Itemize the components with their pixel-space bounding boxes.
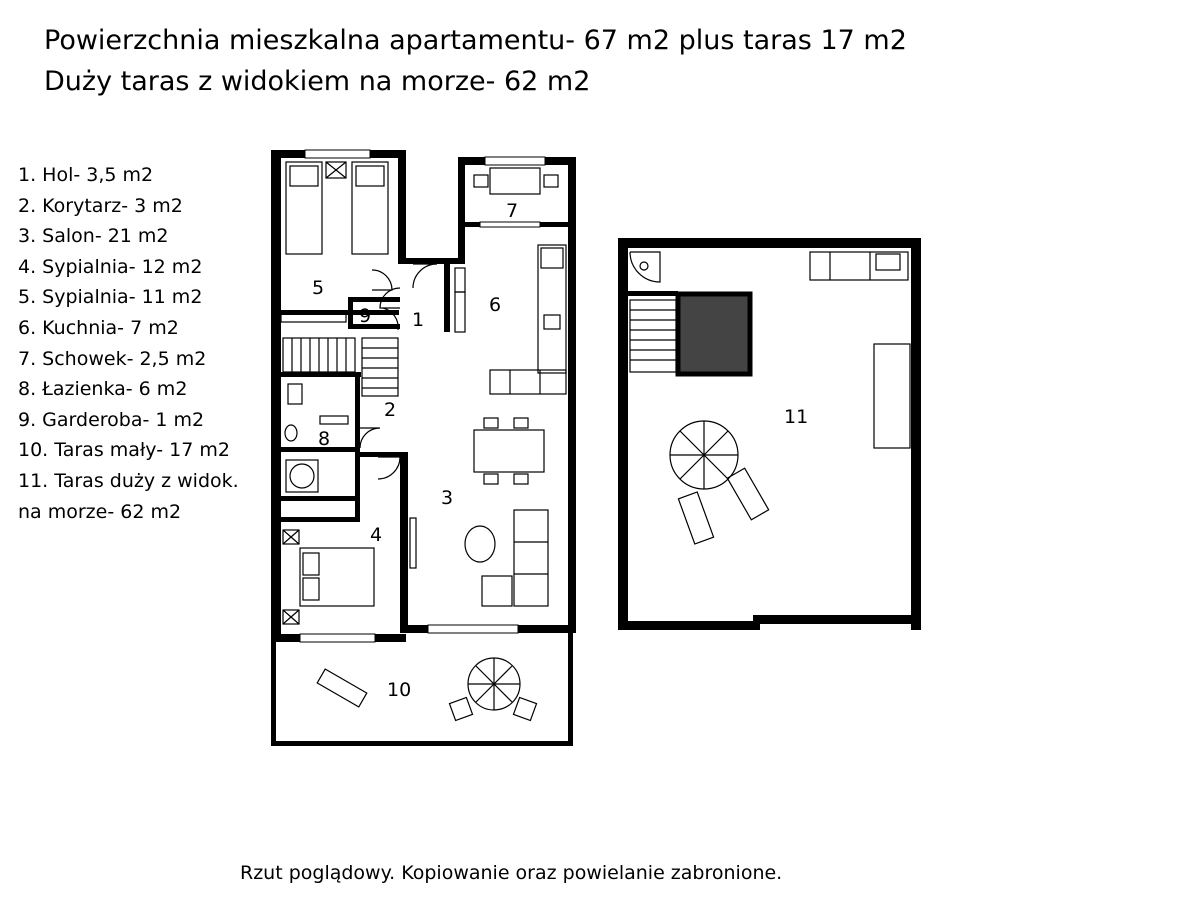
- stairs: [283, 338, 398, 396]
- kitchen-furniture: [474, 168, 566, 394]
- bedroom-4-furniture: [283, 530, 374, 624]
- legend-item: 2. Korytarz- 3 m2: [18, 194, 183, 217]
- legend-item: 1. Hol- 3,5 m2: [18, 164, 154, 186]
- legend-item: 9. Garderoba- 1 m2: [18, 408, 205, 431]
- room-number-7: 7: [506, 200, 519, 222]
- room-number-8: 8: [318, 428, 331, 450]
- legend-item: 8. Łazienka- 6 m2: [18, 378, 188, 401]
- room-number-4: 4: [370, 524, 383, 546]
- legend-item: na morze- 62 m2: [18, 500, 182, 523]
- small-terrace-furniture: [317, 658, 536, 721]
- bathroom-fixtures: [285, 384, 348, 492]
- legend-item: 3. Salon- 21 m2: [18, 225, 169, 248]
- room-number-6: 6: [489, 294, 502, 316]
- room-number-5: 5: [312, 277, 325, 299]
- room-number-10: 10: [387, 679, 412, 701]
- room-number-1: 1: [412, 309, 425, 331]
- room-number-3: 3: [441, 487, 454, 509]
- legend-item: 7. Schowek- 2,5 m2: [18, 347, 207, 370]
- large-terrace-walls: [618, 238, 921, 630]
- living-room-furniture: [410, 418, 548, 606]
- legend-item: 5. Sypialnia- 11 m2: [18, 286, 203, 309]
- copyright-footer: Rzut poglądowy. Kopiowanie oraz powielanie zabronione.: [240, 862, 783, 884]
- room-number-9: 9: [359, 305, 372, 327]
- legend-item: 10. Taras mały- 17 m2: [18, 439, 230, 462]
- legend-item: 4. Sypialnia- 12 m2: [18, 255, 203, 278]
- plan-heading-line-2: Duży taras z widokiem na morze- 62 m2: [44, 66, 591, 97]
- room-number-11: 11: [784, 406, 809, 428]
- legend-item: 6. Kuchnia- 7 m2: [18, 316, 179, 339]
- windows: [300, 150, 545, 642]
- legend-item: 11. Taras duży z widok.: [18, 469, 239, 492]
- room-number-2: 2: [384, 399, 397, 421]
- plan-heading-line-1: Powierzchnia mieszkalna apartamentu- 67 m2 plus taras 17 m2: [44, 25, 907, 56]
- apartment-walls: [271, 150, 576, 746]
